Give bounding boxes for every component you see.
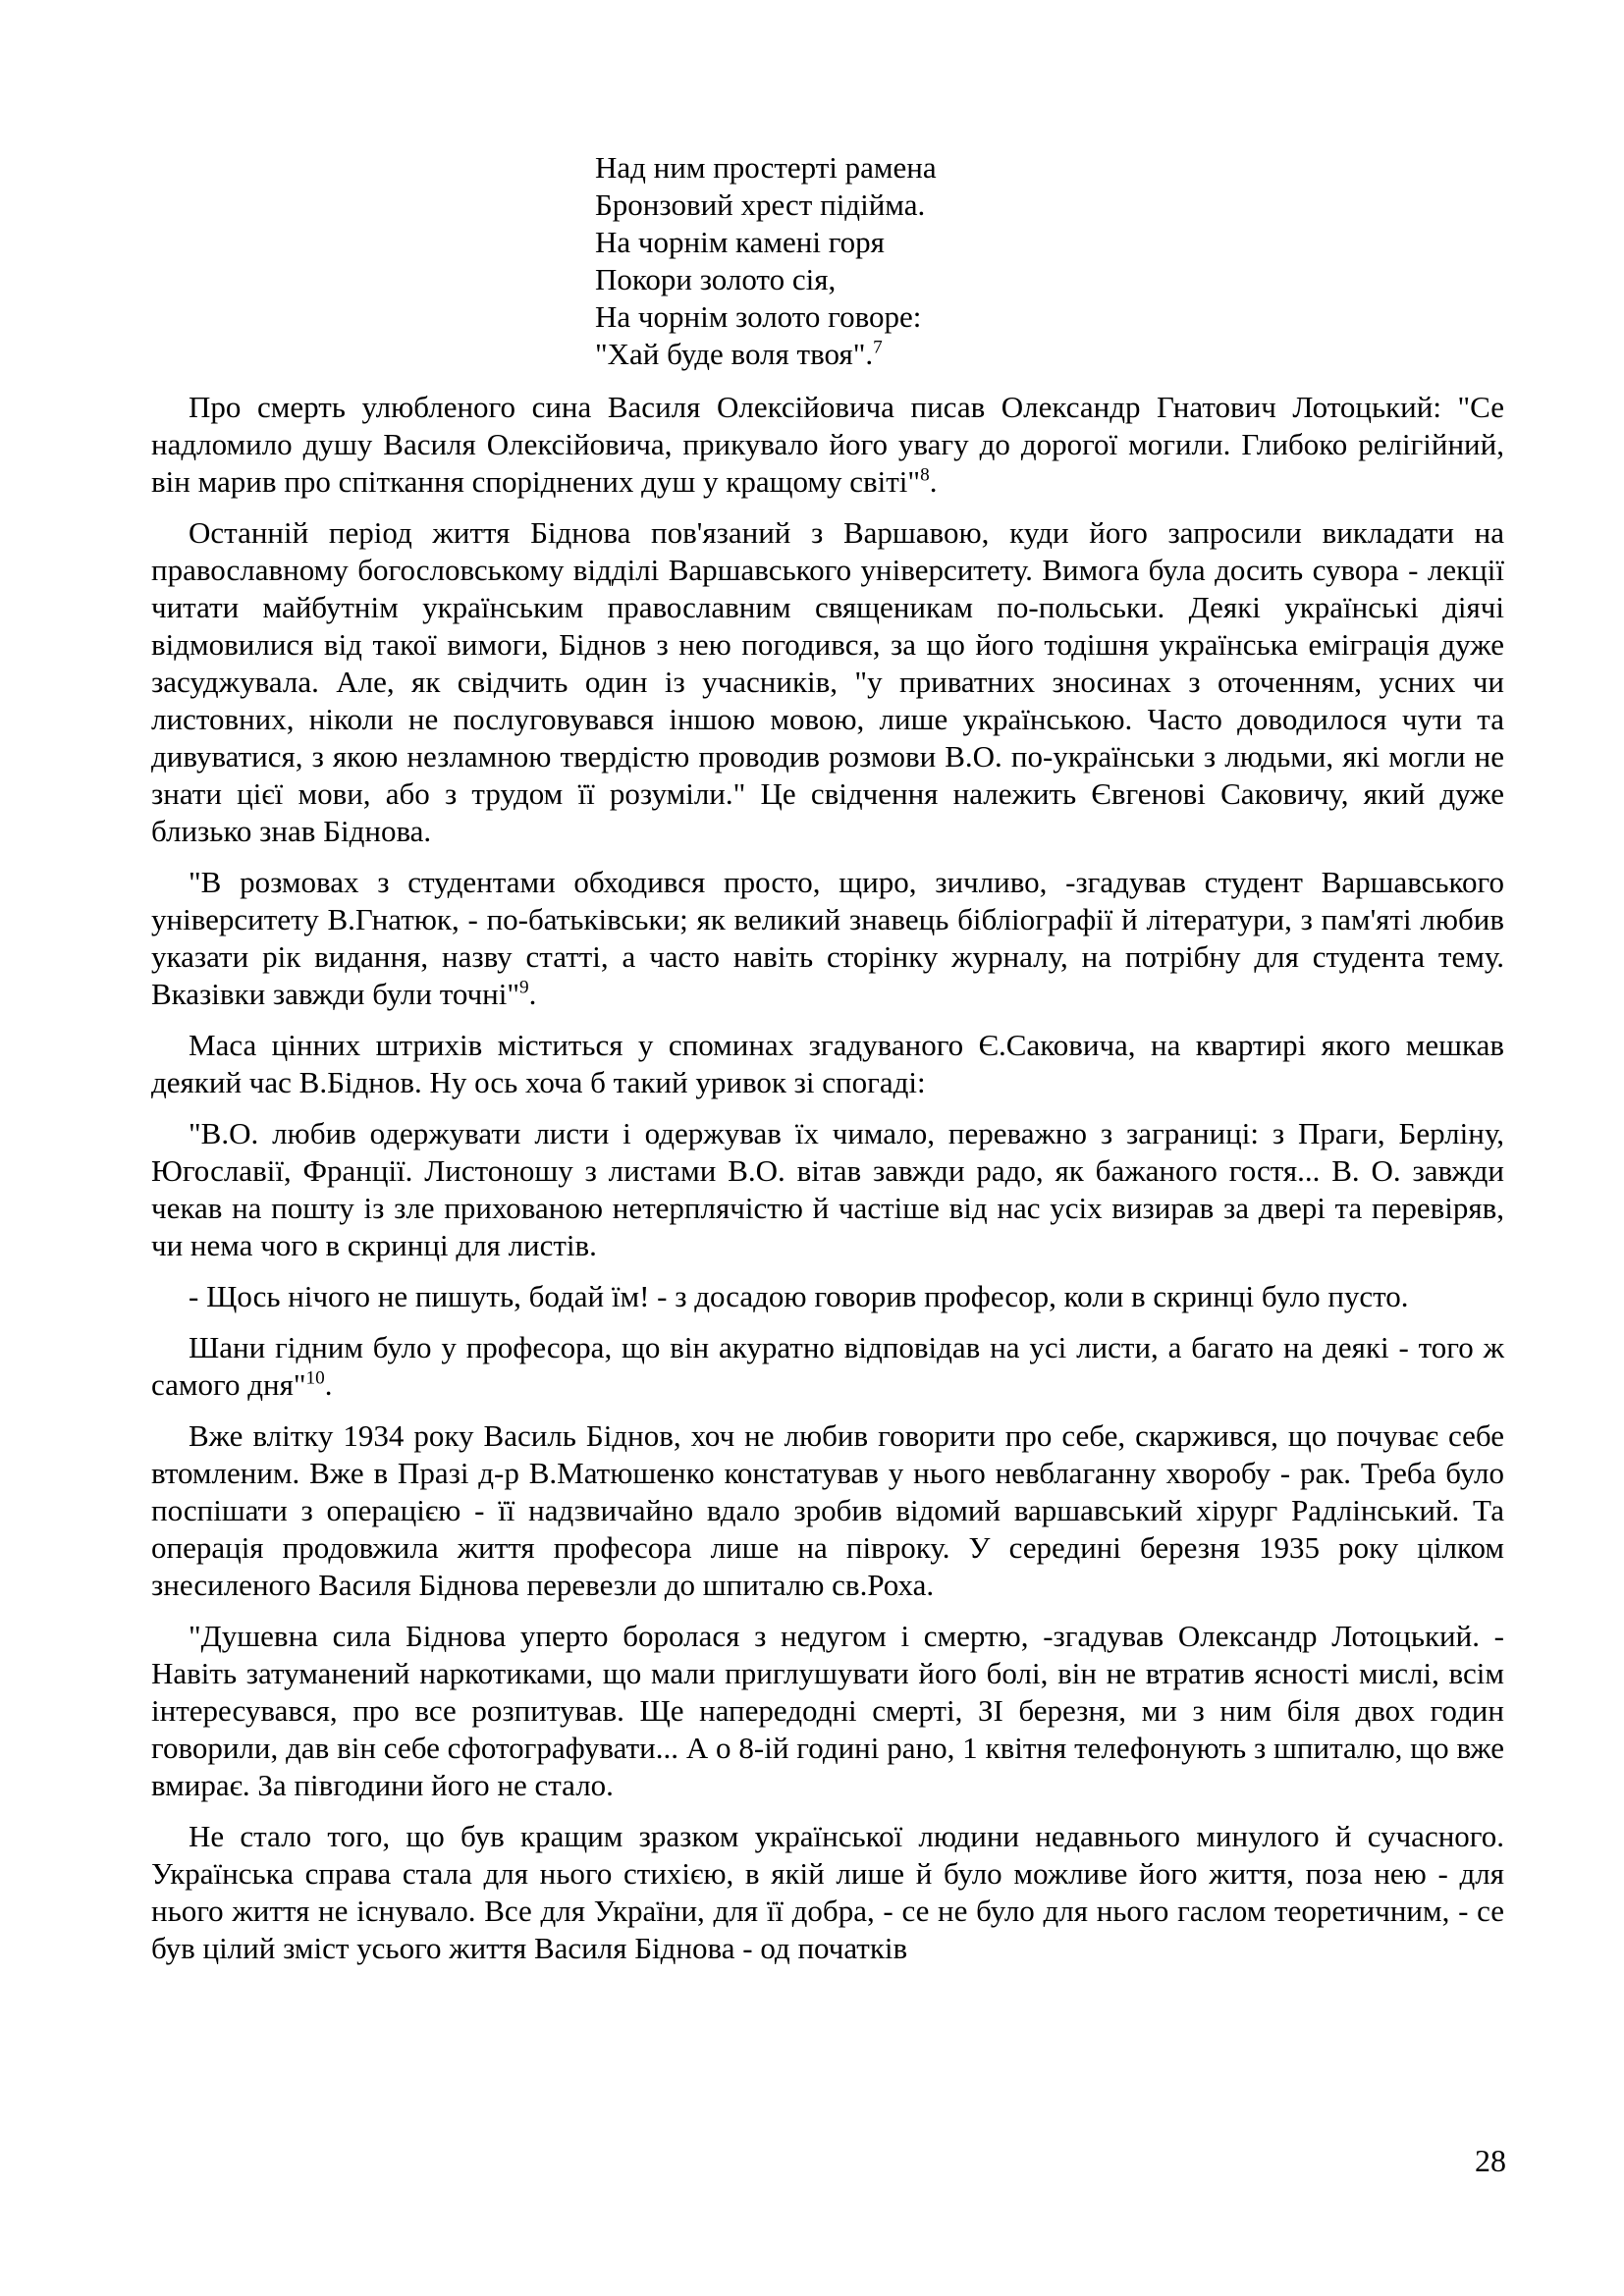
poem-line: Покори золото сія, [595, 262, 837, 296]
paragraph: Маса цінних штрихів міститься у споминах згадуваного Є.Саковича, на квартирі якого мешкав деякий час В.Біднов. Ну ось хоча б такий уривок зі спогаді: [151, 1028, 1504, 1099]
page-number: 28 [1475, 2143, 1506, 2178]
poem-line: Над ним простерті рамена [595, 150, 937, 185]
paragraph: "В розмовах з студентами обходився просто, щиро, зичливо, -згадував студент Варшавського університету В.Гнатюк, - по-батьківськи; як великий знавець бібліографії й літератури, з пам'яті любив указати рік видання, назву статті, а часто навіть сторінку журналу, на потрібну для студента тему. Вказівки завжди були точні"$^9$. [151, 865, 1504, 1011]
paragraph: Про смерть улюбленого сина Василя Олексійовича писав Олександр Гнатович Лотоцький: "Се надломило душу Василя Олексійовича, прикувало його увагу до дорогої могили. Глибоко релігійний, він марив про спіткання споріднених душ у кращому світі"$^8$. [151, 390, 1504, 499]
paragraph: "В.О. любив одержувати листи і одержував їх чимало, переважно з заграниці: з Праги, Берліну, Югославії, Франції. Листоношу з листами В.О. вітав завжди радо, як бажаного гостя... В. О. завжди чекав на пошту із зле прихованою нетерплячістю й частіше від нас усіх визирав за двері та перевіряв, чи нема чого в скринці для листів. [151, 1116, 1504, 1262]
footnote-ref: 7 [873, 337, 883, 358]
paragraph: Не стало того, що був кращим зразком української людини недавнього минулого й сучасного. Українська справа стала для нього стихією, в якій лише й було можливе його життя, поза нею - для нього життя не існувало. Все для України, для її добра, - се не було для нього гаслом теоретичним, - се був цілий зміст усього життя Василя Біднова - од початків [151, 1819, 1504, 1965]
footnote-ref: 9 [519, 977, 529, 998]
paragraph: - Щось нічого не пишуть, бодай їм! - з досадою говорив професор, коли в скринці було пусто. [189, 1279, 1409, 1313]
footnote-ref: 8 [920, 464, 930, 486]
document-body [151, 389, 1504, 1967]
paragraph: "Душевна сила Біднова уперто боролася з недугом і смертю, -згадував Олександр Лотоцький. - Навіть затуманений наркотиками, що мали приглушувати його болі, він не втратив ясності мислі, всім інтересувався, про все розпитував. Ще напередодні смерті, ЗІ березня, ми з ним біля двох годин говорили, дав він себе сфотографувати... А о 8-ій годині рано, 1 квітня телефонують з шпиталю, що вже вмирає. За півгодини його не стало. [151, 1619, 1504, 1802]
poem-line: На чорнім камені горя [595, 225, 885, 259]
footnote-ref: 10 [305, 1367, 325, 1389]
paragraph: Шани гідним було у професора, що він акуратно відповідав на усі листи, а багато на деякі - того ж самого дня"$^{10}$. [151, 1330, 1504, 1402]
poem-line: На чорнім золото говоре: [595, 299, 922, 334]
poem [595, 149, 1504, 373]
paragraph: Останній період життя Біднова пов'язаний з Варшавою, куди його запросили викладати на православному богословському відділі Варшавського університету. Вимога була досить сувора - лекції читати майбутнім українським православним священикам по-польськи. Деякі українські діячі відмовилися від такої вимоги, Біднов з нею погодився, за що його тодішня українська еміграція дуже засуджувала. Але, як свідчить один із учасників, "у приватних зносинах з оточенням, усних чи листовних, ніколи не послуговувався іншою мовою, лише українською. Часто доводилося чути та дивуватися, з якою незламною твердістю проводив розмови В.О. по-українськи з людьми, які могли не знати цієї мови, або з трудом її розуміли." Це свідчення належить Євгенові Саковичу, який дуже близько знав Біднова. [151, 515, 1504, 848]
document-content [151, 149, 1504, 1981]
paragraph: Вже влітку 1934 року Василь Біднов, хоч не любив говорити про себе, скаржився, що почуває себе втомленим. Вже в Празі д-р В.Матюшенко констатував у нього невблаганну хворобу - рак. Треба було поспішати з операцією - її надзвичайно вдало зробив відомий варшавський хірург Радлінський. Та операція продовжила життя професора лише на півроку. У середині березня 1935 року цілком знесиленого Василя Біднова перевезли до шпиталю св.Роха. [151, 1418, 1504, 1602]
poem-line: Бронзовий хрест підійма. [595, 187, 926, 222]
poem-line: "Хай буде воля твоя".$^7$ [595, 337, 883, 371]
